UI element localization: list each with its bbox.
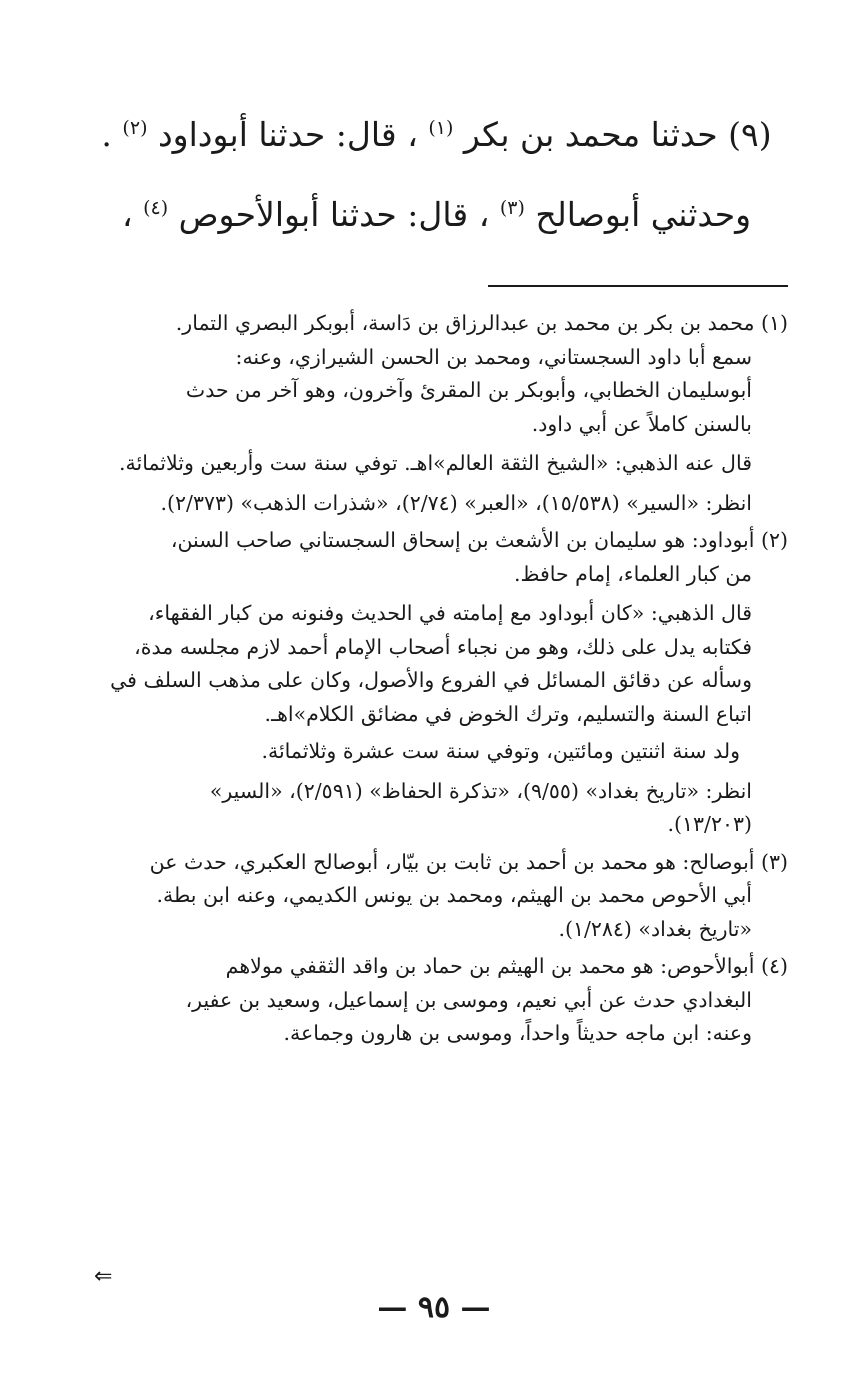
hadith-line-2-part-c: ، bbox=[121, 195, 133, 234]
footnote-ref-4: (٤) bbox=[143, 197, 169, 219]
footnote-divider bbox=[488, 285, 788, 287]
footnote-2 bbox=[85, 524, 788, 842]
page-number: — ٩٥ — bbox=[377, 1290, 491, 1325]
footnote-4 bbox=[85, 950, 788, 1051]
footnote-4-line: (٤) أبوالأحوص: هو محمد بن الهيثم بن حماد بن واقد الثقفي مولاهم bbox=[225, 954, 788, 978]
hadith-line-1 bbox=[85, 95, 788, 175]
footnote-3-line: «تاريخ بغداد» (١/٢٨٤). bbox=[558, 916, 752, 941]
footnote-1-line: أبوسليمان الخطابي، وأبوبكر بن المقرئ وآخرون، وهو آخر من حدث bbox=[185, 378, 752, 402]
footnote-1-line: قال عنه الذهبي: «الشيخ الثقة العالم»اهـ. توفي سنة ست وأربعين وثلاثمائة. bbox=[119, 451, 752, 475]
footnote-3-line: أبي الأحوص محمد بن الهيثم، ومحمد بن يونس الكديمي، وعنه ابن بطة. bbox=[156, 883, 752, 907]
footnote-1-line: انظر: «السير» (١٥/٥٣٨)، «العبر» (٢/٧٤)، «شذرات الذهب» (٢/٣٧٣). bbox=[160, 490, 752, 515]
footnote-2-line: انظر: «تاريخ بغداد» (٩/٥٥)، «تذكرة الحفاظ» (٢/٥٩١)، «السير» bbox=[209, 778, 752, 803]
footnote-2-line: (١٣/٢٠٣). bbox=[667, 812, 752, 836]
hadith-line-1-part-b: ، قال: حدثنا أبوداود bbox=[157, 115, 418, 154]
footnote-4-line: البغدادي حدث عن أبي نعيم، وموسى بن إسماعيل، وسعيد بن عفير، bbox=[185, 987, 752, 1012]
footnote-ref-1: (١) bbox=[428, 117, 454, 139]
hadith-line-1-part-a: (٩) حدثنا محمد بن بكر bbox=[463, 115, 772, 154]
footnote-3 bbox=[85, 846, 788, 947]
footnote-ref-2: (٢) bbox=[122, 117, 148, 139]
footnote-2-line: قال الذهبي: «كان أبوداود مع إمامته في الحديث وفنونه من كبار الفقهاء، bbox=[148, 601, 752, 625]
footnote-1 bbox=[85, 307, 788, 520]
hadith-line-2-part-a: وحدثني أبوصالح bbox=[535, 195, 752, 234]
footnote-2-line: وسأله عن دقائق المسائل في الفروع والأصول، وكان على مذهب السلف في bbox=[110, 668, 752, 692]
footnote-2-line: فكتابه يدل على ذلك، وهو من نجباء أصحاب الإمام أحمد لازم مجلسه مدة، bbox=[134, 634, 752, 659]
footnote-4-line: وعنه: ابن ماجه حديثاً واحداً، وموسى بن هارون وجماعة. bbox=[283, 1021, 752, 1045]
footnote-1-line: بالسنن كاملاً عن أبي داود. bbox=[531, 411, 752, 436]
footnote-2-line: اتباع السنة والتسليم، وترك الخوض في مضائق الكلام»اهـ. bbox=[264, 701, 752, 726]
footnotes bbox=[85, 307, 788, 1051]
continuation-arrow-icon: ⇐ bbox=[94, 1264, 113, 1289]
footnote-1-line: سمع أبا داود السجستاني، ومحمد بن الحسن الشيرازي، وعنه: bbox=[235, 344, 752, 369]
footnote-2-line: (٢) أبوداود: هو سليمان بن الأشعث بن إسحاق السجستاني صاحب السنن، bbox=[170, 528, 788, 552]
hadith-line-2-part-b: ، قال: حدثنا أبوالأحوص bbox=[178, 195, 490, 234]
footnote-2-line: ولد سنة اثنتين ومائتين، وتوفي سنة ست عشرة وثلاثمائة. bbox=[261, 739, 740, 763]
hadith-text bbox=[85, 95, 788, 255]
footnote-1-line: (١) محمد بن بكر بن محمد بن عبدالرزاق بن دَاسة، أبوبكر البصري التمار. bbox=[175, 311, 788, 335]
footnote-3-line: (٣) أبوصالح: هو محمد بن أحمد بن ثابت بن بيّار، أبوصالح العكبري، حدث عن bbox=[149, 849, 788, 874]
footnote-ref-3: (٣) bbox=[499, 197, 525, 219]
hadith-line-1-part-c: . bbox=[101, 115, 112, 154]
footnote-2-line: من كبار العلماء، إمام حافظ. bbox=[513, 561, 752, 586]
hadith-line-2 bbox=[85, 175, 788, 255]
